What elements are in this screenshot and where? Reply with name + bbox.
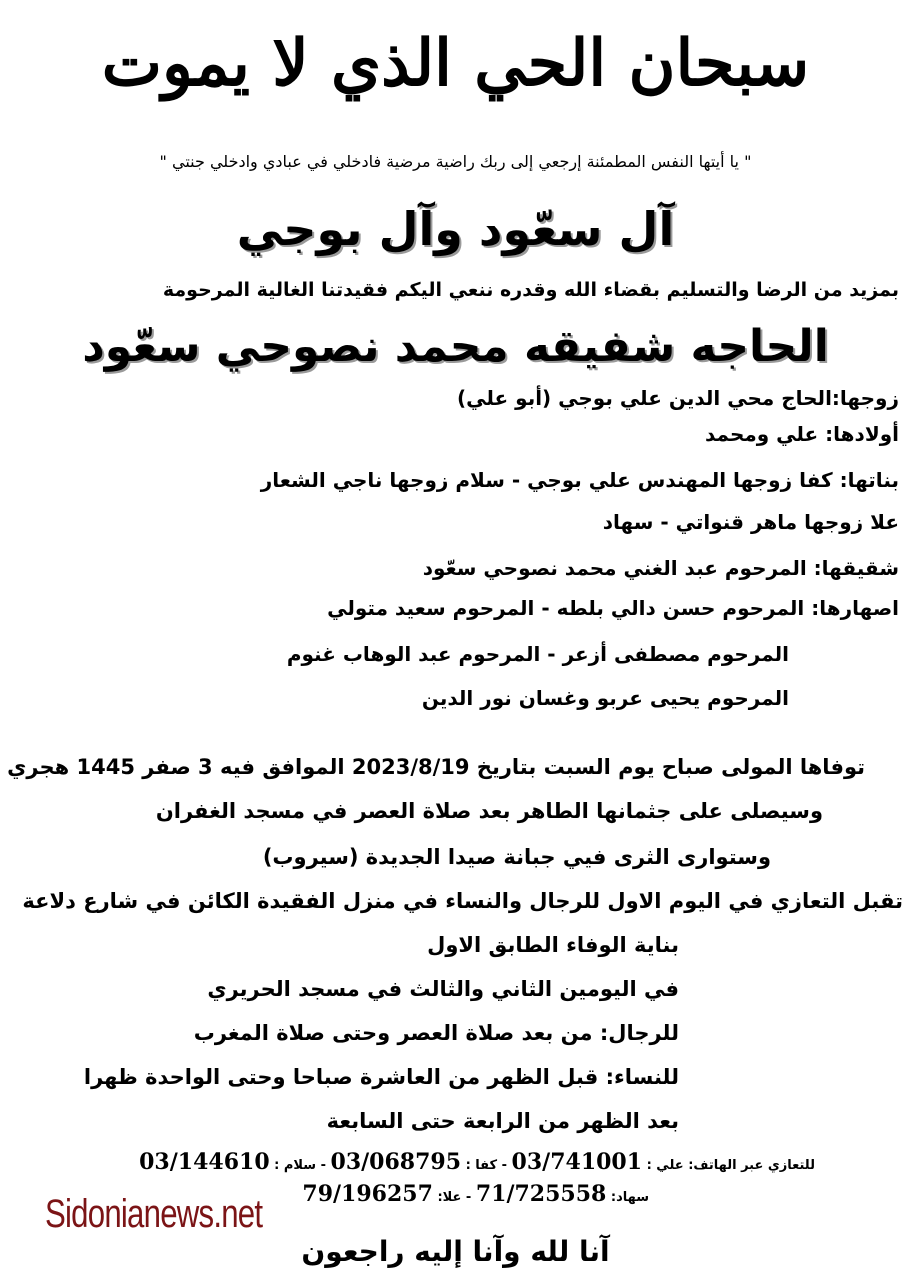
burial-line: وستوارى الثرى فيي جبانة صيدا الجديدة (سيروب) xyxy=(262,845,771,869)
closing-phrase: آنا لله وآنا إليه راجعون xyxy=(301,1235,610,1268)
condolences-line-3: في اليومين الثاني والثالث في مسجد الحريري xyxy=(207,977,679,1001)
quran-verse: " يا أيتها النفس المطمئنة إرجعي إلى ربك راضية مرضية فادخلي في عبادي وادخلي جنتي " xyxy=(159,152,752,171)
inlaws-line-2: المرحوم مصطفى أزعر - المرحوم عبد الوهاب غنوم xyxy=(286,642,789,666)
death-date-line: توفاها المولى صباح يوم السبت بتاريخ 2023/8/19 الموافق فيه 3 صفر 1445 هجري xyxy=(7,755,865,779)
phones-line-1 xyxy=(139,1150,815,1178)
husband-line: زوجها:الحاج محي الدين علي بوجي (أبو علي) xyxy=(456,386,899,410)
intro-text: بمزيد من الرضا والتسليم بقضاء الله وقدره ننعي اليكم فقيدتنا الغالية المرحومة xyxy=(162,279,899,301)
condolences-afternoon-hours: بعد الظهر من الرابعة حتى السابعة xyxy=(326,1109,679,1133)
phone-suhad-number: 71/725558 xyxy=(475,1181,607,1207)
sons-line: أولادها: علي ومحمد xyxy=(705,422,899,446)
inlaws-line-1: اصهارها: المرحوم حسن دالي بلطه - المرحوم سعيد متولي xyxy=(327,596,899,620)
condolences-men-hours: للرجال: من بعد صلاة العصر وحتى صلاة المغرب xyxy=(193,1021,679,1045)
condolences-women-hours: للنساء: قبل الظهر من العاشرة صباحا وحتى الواحدة ظهرا xyxy=(83,1065,679,1089)
phone-ali-number: 03/741001 xyxy=(511,1149,643,1175)
condolences-line-2: بناية الوفاء الطابق الاول xyxy=(427,933,679,957)
brother-line: شقيقها: المرحوم عبد الغني محمد نصوحي سعّود xyxy=(422,556,899,580)
phone-ola-label: - علا: xyxy=(437,1190,472,1205)
phone-suhad-label: سهاد: xyxy=(610,1190,649,1205)
phone-salam-number: 03/144610 xyxy=(139,1149,270,1175)
phone-salam-label: - سلام : xyxy=(274,1158,326,1173)
deceased-name: الحاجه شفيقه محمد نصوحي سعّود xyxy=(82,321,829,372)
daughters-line-2: علا زوجها ماهر قنواتي - سهاد xyxy=(602,510,899,534)
phones-label: للتعازي عبر الهاتف: xyxy=(688,1158,815,1173)
phone-ola-number: 79/196257 xyxy=(302,1181,433,1207)
daughters-line-1: بناتها: كفا زوجها المهندس علي بوجي - سلام زوجها ناجي الشعار xyxy=(260,468,899,492)
families-title: آل سعّود وآل بوجي xyxy=(236,202,675,256)
phones-line-2 xyxy=(302,1182,649,1210)
prayer-line: وسيصلى على جثمانها الطاهر بعد صلاة العصر في مسجد الغفران xyxy=(155,799,823,823)
phone-kafa-label: - كفا : xyxy=(465,1158,508,1173)
phone-ali-label: علي : xyxy=(646,1158,684,1173)
header-calligraphy: سبحان الحي الذي لا يموت xyxy=(101,26,810,101)
phone-kafa-number: 03/068795 xyxy=(330,1149,462,1175)
inlaws-line-3: المرحوم يحيى عربو وغسان نور الدين xyxy=(421,686,789,710)
sidonianews-logo: Sidonianews.net xyxy=(45,1192,263,1236)
condolences-line-1: تقبل التعازي في اليوم الاول للرجال والنساء في منزل الفقيدة الكائن في شارع دلاعة xyxy=(22,889,903,913)
